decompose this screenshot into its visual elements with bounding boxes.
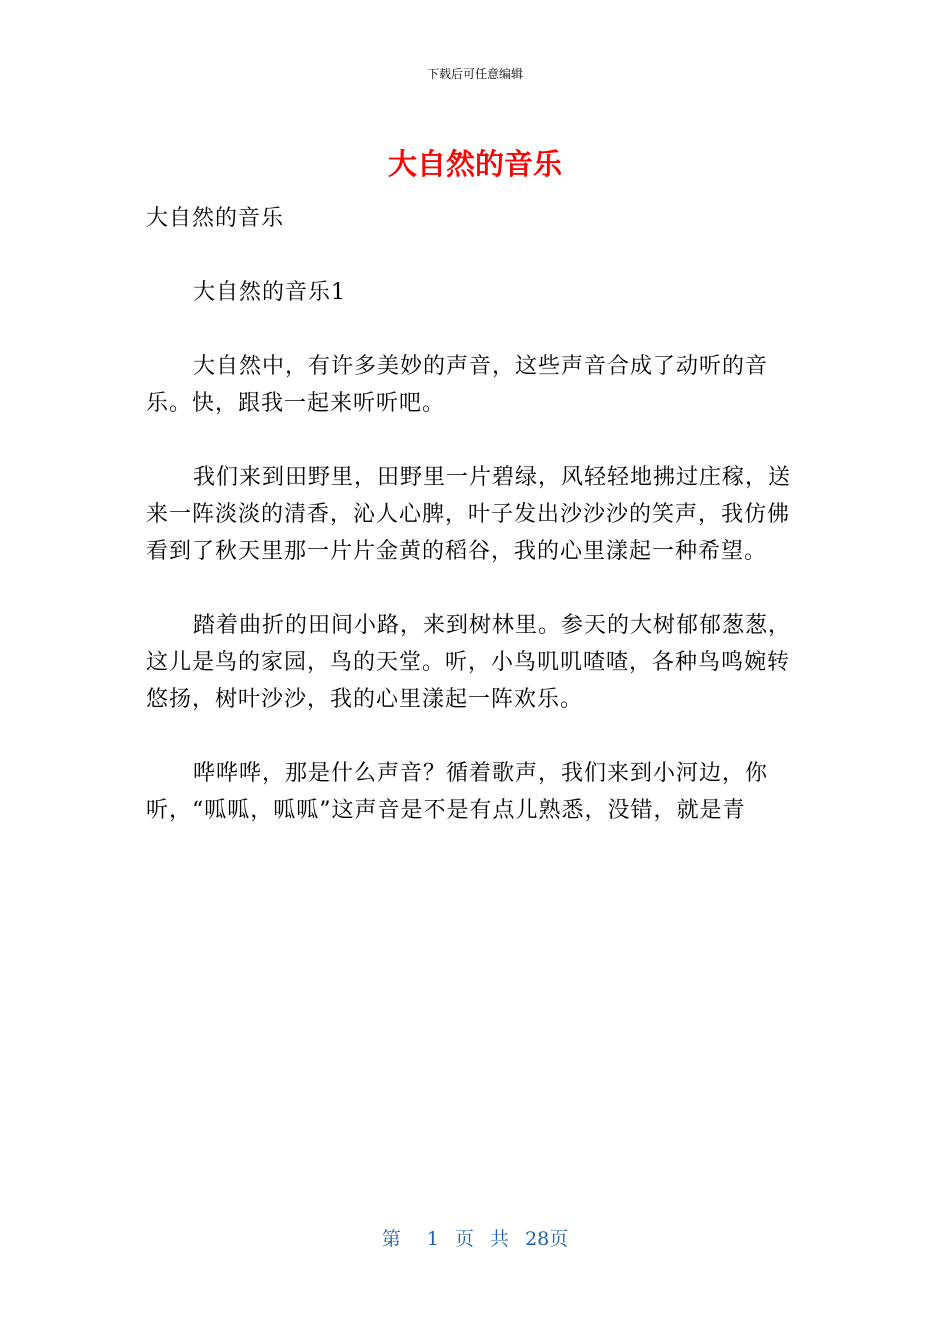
paragraph: 踏着曲折的田间小路，来到树林里。参天的大树郁郁葱葱，这儿是鸟的家园，鸟的天堂。听，小鸟叽叽喳喳，各种鸟鸣婉转悠扬，树叶沙沙，我的心里漾起一阵欢乐。 [146, 613, 792, 712]
footer-total-pages: 28 [525, 1228, 550, 1250]
paragraph: 我们来到田野里，田野里一片碧绿，风轻轻地拂过庄稼，送来一阵淡淡的清香，沁人心脾，叶子发出沙沙沙的笑声，我仿佛看到了秋天里那一片片金黄的稻谷，我的心里漾起一种希望。 [146, 465, 792, 564]
footer-current-page: 1 [426, 1228, 439, 1250]
footer-ye: 页 [454, 1228, 474, 1250]
document-body [146, 200, 806, 829]
footer-gong: 共 [490, 1228, 510, 1250]
document-title: 大自然的音乐 [387, 147, 562, 181]
header-note: 下载后可任意编辑 [426, 67, 523, 81]
page-footer [0, 1226, 950, 1252]
footer-ye2: 页 [549, 1228, 569, 1250]
paragraph-heading: 大自然的音乐1 [193, 280, 346, 305]
paragraph: 哗哗哗，那是什么声音？循着歌声，我们来到小河边，你听，“呱呱，呱呱”这声音是不是有点儿熟悉，没错，就是青 [146, 761, 769, 823]
footer-di: 第 [381, 1228, 401, 1250]
paragraph: 大自然中，有许多美妙的声音，这些声音合成了动听的音乐。快，跟我一起来听听吧。 [146, 354, 769, 416]
paragraph-subtitle: 大自然的音乐 [146, 206, 285, 231]
